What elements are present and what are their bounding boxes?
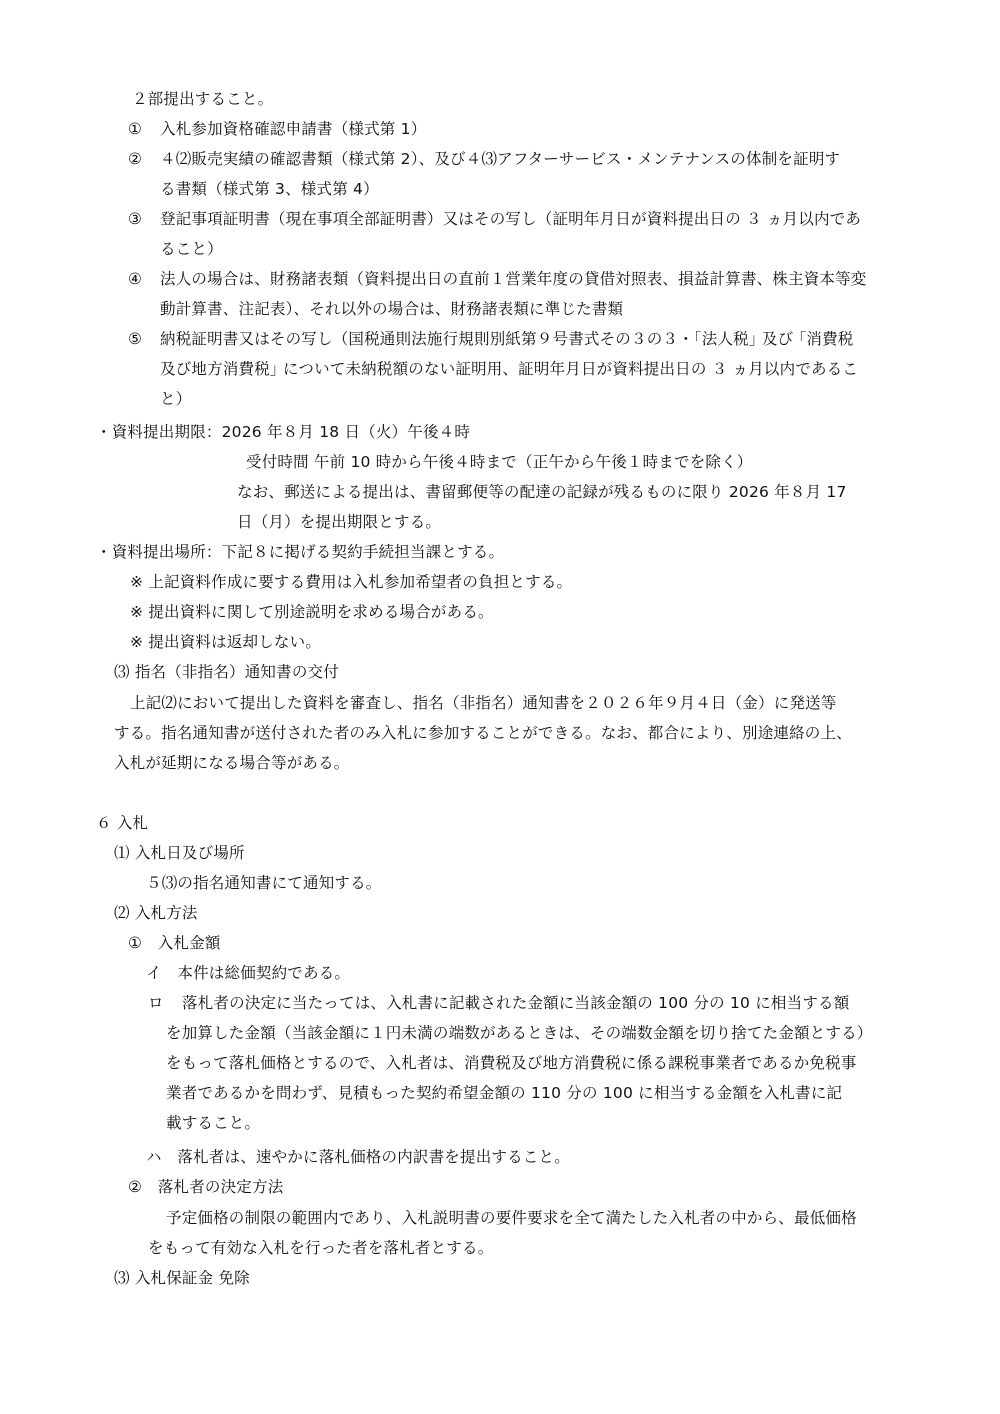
bid-item-ro-line-2: を加算した金額（当該金額に１円未満の端数があるときは、その端数金額を切り捨てた金額とする） xyxy=(166,1024,873,1042)
doc-2-mark: ② xyxy=(128,150,142,168)
doc-5-line-1: 納税証明書又はその写し（国税通則法施行規則別紙第９号書式その３の３・｢法人税｣ 及び ｢消費税 xyxy=(160,330,854,348)
doc-2-line-1: ４⑵販売実績の確認書類（様式第 2）、及び４⑶アフターサービス・メンテナンスの体制を証明す xyxy=(160,150,841,168)
decision-line-2: をもって有効な入札を行った者を落札者とする。 xyxy=(148,1239,494,1257)
doc-5-line-3: と） xyxy=(160,390,192,408)
bid-amount-heading: ① 入札金額 xyxy=(128,934,221,952)
doc-3-mark: ③ xyxy=(128,210,142,228)
notice-line-3: 入札が延期になる場合等がある。 xyxy=(114,754,350,772)
notice-line-2: する。指名通知書が送付された者のみ入札に参加することができる。なお、都合により、別途連絡の上、 xyxy=(114,724,852,742)
note-1: ※ 上記資料作成に要する費用は入札参加希望者の負担とする。 xyxy=(130,573,573,591)
bid-deposit: ⑶ 入札保証金 免除 xyxy=(114,1269,250,1287)
intro-text: ２部提出すること。 xyxy=(132,90,274,108)
doc-4-line-2: 動計算書、注記表）、それ以外の場合は、財務諸表類に準じた書類 xyxy=(160,300,624,318)
notice-heading: ⑶ 指名（非指名）通知書の交付 xyxy=(114,663,339,681)
deadline-label: ・資料提出期限：2026 年８月 18 日（火）午後４時 xyxy=(96,423,471,441)
doc-5-mark: ⑤ xyxy=(128,330,142,348)
bid-date-heading: ⑴ 入札日及び場所 xyxy=(114,844,245,862)
deadline-mail-line-1: なお、郵送による提出は、書留郵便等の配達の記録が残るものに限り 2026 年８月 17 xyxy=(237,483,847,501)
doc-2-line-2: る書類（様式第 3、様式第 4） xyxy=(160,180,379,198)
bid-item-ha: ハ 落札者は、速やかに落札価格の内訳書を提出すること。 xyxy=(146,1148,570,1166)
bid-item-ro-line-1: 落札者の決定に当たっては、入札書に記載された金額に当該金額の 100 分の 10 に相当する額 xyxy=(182,994,850,1012)
bid-date-body: ５⑶の指名通知書にて通知する。 xyxy=(146,874,382,892)
doc-1-mark: ① xyxy=(128,120,142,138)
bid-item-ro-line-4: 業者であるかを問わず、見積もった契約希望金額の 110 分の 100 に相当する金額を入札書に記 xyxy=(166,1084,843,1102)
bid-item-ro-line-5: 載すること。 xyxy=(166,1114,261,1132)
section-6-title: ６ 入札 xyxy=(96,814,149,832)
notice-line-1: 上記⑵において提出した資料を審査し、指名（非指名）通知書を２０２６年９月４日（金）に発送等 xyxy=(130,694,837,712)
submission-place: ・資料提出場所：下記８に掲げる契約手続担当課とする。 xyxy=(96,543,505,561)
doc-5-line-2: 及び地方消費税｣ について未納税額のない証明用、証明年月日が資料提出日の ３ ヵ月以内であるこ xyxy=(160,360,859,378)
decision-line-1: 予定価格の制限の範囲内であり、入札説明書の要件要求を全て満たした入札者の中から、最低価格 xyxy=(166,1209,857,1227)
bid-item-i: イ 本件は総価契約である。 xyxy=(146,964,351,982)
doc-3-line-1: 登記事項証明書（現在事項全部証明書）又はその写し（証明年月日が資料提出日の ３ ヵ月以内であ xyxy=(160,210,862,228)
doc-1-line-1: 入札参加資格確認申請書（様式第 1） xyxy=(160,120,427,138)
doc-4-mark: ④ xyxy=(128,270,142,288)
bid-method-heading: ⑵ 入札方法 xyxy=(114,904,198,922)
decision-heading: ② 落札者の決定方法 xyxy=(128,1178,284,1196)
doc-3-line-2: ること） xyxy=(160,240,223,258)
note-3: ※ 提出資料は返却しない。 xyxy=(130,633,322,651)
deadline-hours: 受付時間 午前 10 時から午後４時まで（正午から午後１時までを除く） xyxy=(246,453,753,471)
deadline-mail-line-2: 日（月）を提出期限とする。 xyxy=(237,513,442,531)
bid-item-ro-mark: ロ xyxy=(148,994,164,1012)
bid-item-ro-line-3: をもって落札価格とするので、入札者は、消費税及び地方消費税に係る課税事業者であるか免税事 xyxy=(166,1054,857,1072)
note-2: ※ 提出資料に関して別途説明を求める場合がある。 xyxy=(130,603,494,621)
doc-4-line-1: 法人の場合は、財務諸表類（資料提出日の直前１営業年度の貸借対照表、損益計算書、株主資本等変 xyxy=(160,270,867,288)
